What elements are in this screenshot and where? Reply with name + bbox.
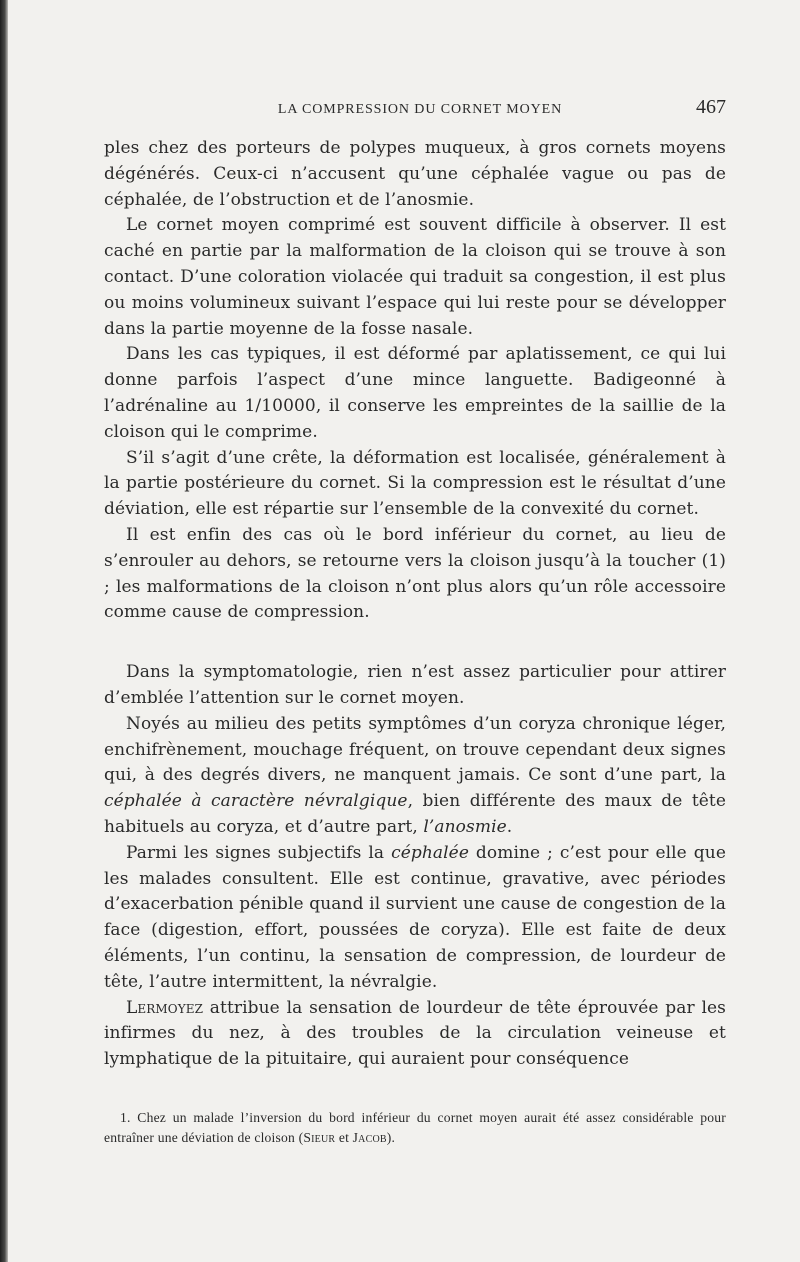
- text-run: 1. Chez un malade l’inversion du bord inférieur du cornet moyen aurait été assez considérable pour entraîner une déviation de cloison (: [104, 1110, 726, 1145]
- italic-term-anosmie: l’anosmie: [423, 816, 507, 837]
- page-number: 467: [696, 96, 726, 118]
- paragraph-symptomatology: Dans la symptomatologie, rien n’est assez particulier pour attirer d’emblée l’attention sur le cornet moyen.: [104, 662, 726, 708]
- text-run: attribue la sensation de lourdeur de tête éprouvée par les infirmes du nez, à des troubles de la circulation veineuse et lymphatique de la pituitaire, qui auraient pour conséquence: [104, 997, 726, 1070]
- page-header: [104, 96, 726, 136]
- paragraph-cephalee: [104, 841, 726, 996]
- book-page: [104, 96, 727, 1145]
- text-run: .: [506, 816, 513, 837]
- text-run: Parmi les signes subjectifs la: [126, 842, 392, 863]
- author-name-jacob: Jacob: [352, 1130, 387, 1145]
- author-name-sieur: Sieur: [303, 1130, 336, 1145]
- paragraph-observation: Le cornet moyen comprimé est souvent difficile à observer. Il est caché en partie par la malformation de la cloison qui se trouve à son contact. D’une coloration violacée qui traduit sa congestion, il est plus ou moins volumineux suivant l’espace qui lui reste pour se développer dans la partie moyenne de la fosse nasale.: [104, 215, 726, 339]
- paragraph-signs: [104, 712, 726, 841]
- italic-term-cephalee: céphalée: [391, 842, 469, 863]
- text-run: ).: [386, 1130, 396, 1145]
- paragraph-inversion: Il est enfin des cas où le bord inférieur du cornet, au lieu de s’enrouler au dehors, se retourne vers la cloison jusqu’à la toucher (1) ; les malformations de la cloison n’ont plus alors qu’un rôle accessoire comme cause de compression.: [104, 524, 726, 623]
- italic-term-cephalee-nevralgique: céphalée à caractère névralgique: [104, 791, 408, 812]
- text-run: et: [335, 1130, 353, 1145]
- running-title: LA COMPRESSION DU CORNET MOYEN: [277, 102, 563, 117]
- text-run: domine ; c’est pour elle que les malades consultent. Elle est continue, gravative, avec périodes d’exacerbation pénible quand il survient une cause de congestion de la face (digestion, effort, poussées de coryza). Elle est faite de deux éléments, l’un continu, la sensation de compression, de lourdeur de tête, l’autre intermittent, la névralgie.: [104, 842, 726, 992]
- author-name-lermoyez: Lermoyez: [126, 997, 204, 1018]
- section-gap: [104, 626, 726, 660]
- footnote: [104, 1108, 726, 1148]
- paragraph-crest: S’il s’agit d’une crête, la déformation est localisée, généralement à la partie postérieure du cornet. Si la compression est le résultat d’une déviation, elle est répartie sur l’ensemble de la convexité du cornet.: [104, 447, 726, 520]
- paragraph-typical-cases: Dans les cas typiques, il est déformé par aplatissement, ce qui lui donne parfois l’aspect d’une mince languette. Badigeonné à l’adrénaline au 1/10000, il conserve les empreintes de la saillie de la cloison qui le comprime.: [104, 344, 726, 442]
- paragraph-continued: ples chez des porteurs de polypes muqueux, à gros cornets moyens dégénérés. Ceux-ci n’accusent qu’une céphalée vague ou pas de céphalée, de l’obstruction et de l’anosmie.: [104, 138, 726, 210]
- text-run: , bien différente des maux de tête habituels au coryza, et d’autre part,: [104, 791, 727, 837]
- text-run: Noyés au milieu des petits symptômes d’un coryza chronique léger, enchifrènement, mouchage fréquent, on trouve cependant deux signes qui, à des degrés divers, ne manquent jamais. Ce sont d’une part, la: [104, 713, 726, 786]
- body-text: [104, 136, 726, 1073]
- book-binding-edge: [0, 0, 8, 1262]
- paragraph-lermoyez: [104, 996, 726, 1073]
